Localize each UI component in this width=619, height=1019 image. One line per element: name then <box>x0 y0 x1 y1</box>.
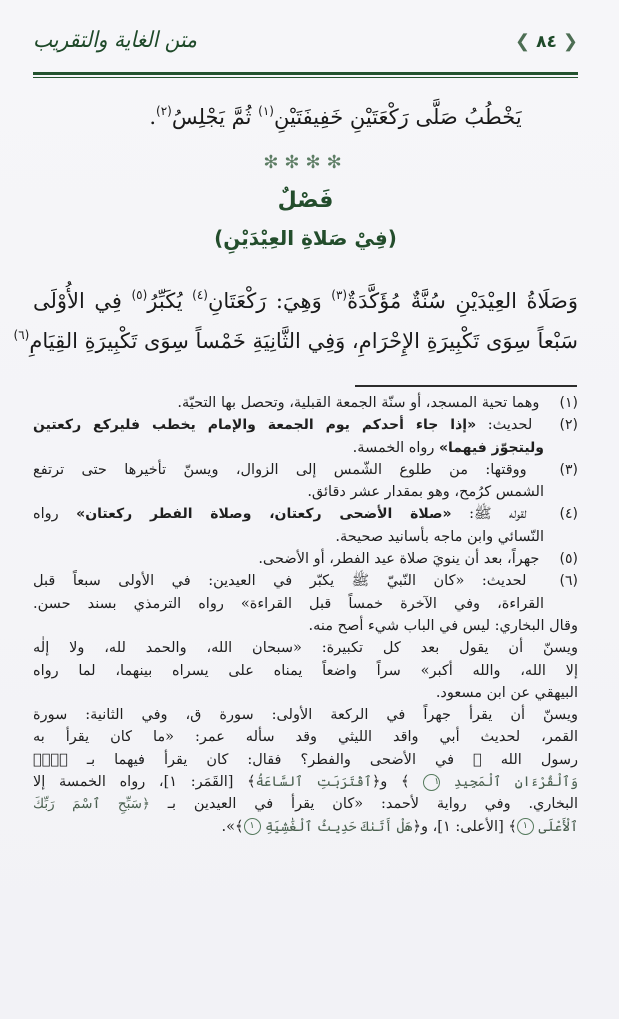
hadith-quote: «صلاة الأضحى ركعتان، وصلاة الفطر ركعتان» <box>76 506 452 523</box>
text-segment: يَخْطُبُ صَلَّى رَكْعَتَيْنِ خَفِيفَتَيْنِ <box>273 105 522 129</box>
text-segment: . <box>149 105 156 129</box>
footnote-3-cont <box>33 481 578 503</box>
header-rule-thick <box>33 72 578 75</box>
footnote-3 <box>33 459 578 481</box>
ayah-number-icon: ١ <box>423 774 440 791</box>
separator-stars-icon: ✻✻✻✻ <box>263 152 348 173</box>
footnote-text: الشمس كرُمح، وهو بمقدار عشر دقائق. <box>307 484 544 501</box>
footnote-text: ويسنّ أن يقرأ جهراً في الركعة الأولى: سورة ق، وفي الثانية: سورة <box>33 707 578 724</box>
footnote-6-line <box>33 660 578 682</box>
quran-verse: ٱقْتَرَبَتِ ٱلسَّاعَةُ <box>255 774 372 791</box>
footnote-6-quran-line <box>33 771 578 793</box>
section-title: فَصْلٌ <box>277 188 334 213</box>
text-segment: يُكَبِّرُ <box>147 289 193 313</box>
footnote-text: ﴾ و﴿ <box>371 774 424 791</box>
footnote-text: رواه <box>33 506 77 523</box>
footnote-6-quran-line <box>33 793 578 815</box>
text-segment: سَبْعاً سِوَى تَكْبِيرَةِ الإِحْرَامِ، وَفِي الثَّانِيَةِ خَمْساً سِوَى تَكْبِيرَةِ القِيَامِ <box>29 329 578 353</box>
ayah-number-icon: ١ <box>517 818 534 835</box>
header-rule-thin <box>33 77 578 78</box>
footnote-text: رسول الله ﷺ في الأضحى والفطر؟ فقال: كان يقرأ فيهما بـ ﴿قٓۚ <box>33 751 578 768</box>
footnotes <box>33 392 578 838</box>
footnote-text: القمر، لحديث أبي واقد الليثي وقد سأله عمر: «ما كان يقرأ به <box>33 729 578 746</box>
quran-verse: وَٱلْقُرْءَانِ ٱلْمَجِيدِ <box>453 774 578 791</box>
footnote-text: وقال البخاري: ليس في الباب شيء أصح منه. <box>308 617 578 634</box>
footnote-ref-3[interactable]: (٣) <box>331 288 348 302</box>
footnote-5 <box>33 548 578 570</box>
footnote-number: (١) <box>559 395 578 411</box>
paragraph-line-1 <box>33 278 578 318</box>
footnote-2 <box>33 414 578 436</box>
footnote-text: ﴾ [الأعلى: ١]، و﴿ <box>412 818 517 835</box>
footnote-text: إلا الله، والله أكبر» سراً واضعاً يمناه على يسراه بينهما، لما رواه <box>33 662 578 679</box>
footnote-6 <box>33 570 578 592</box>
main-text <box>33 94 578 134</box>
footnote-text: لحديث: «كان النّبيّ ﷺ يكبّر في العيدين: في الأولى سبعاً قبل <box>33 573 527 590</box>
footnote-2-cont <box>33 437 578 459</box>
text-segment: وَهِيَ: رَكْعَتَانِ <box>207 289 332 313</box>
footnote-ref-5[interactable]: (٥) <box>131 288 148 302</box>
footnote-text: البيهقي عن ابن مسعود. <box>435 684 578 701</box>
footnote-ref-1[interactable]: (١) <box>258 104 274 118</box>
ornament-left-icon: ❮ <box>515 31 531 52</box>
page-header <box>33 28 578 72</box>
footnote-6-line <box>33 682 578 704</box>
section-subtitle: (فِيْ صَلاةِ العِيْدَيْنِ) <box>214 226 397 250</box>
hadith-quote: وليتجوّز فيهما» <box>439 439 544 456</box>
footnote-text: النّسائي وابن ماجه بأسانيد صحيحة. <box>335 528 544 545</box>
footnote-text: لحديث: <box>476 417 533 434</box>
footnote-number: (٣) <box>559 461 579 478</box>
footnote-text: القراءة، وفي الآخرة خمساً قبل القراءة» رواه الترمذي بسند حسن. <box>33 595 544 612</box>
footnote-6-line <box>33 637 578 659</box>
page-number: ٨٤ <box>536 32 557 52</box>
footnote-6-line <box>33 704 578 726</box>
footnote-1 <box>33 392 578 414</box>
footnote-ref-4[interactable]: (٤) <box>192 288 208 302</box>
footnote-6-line <box>33 749 578 771</box>
footnote-text: لقوله ﷺ: <box>451 506 527 523</box>
text-segment: فِي الأُوْلَى <box>33 289 132 313</box>
footnote-text: رواه الخمسة. <box>352 439 439 456</box>
footnote-6-line <box>33 615 578 637</box>
footnote-text: ﴾». <box>221 818 244 835</box>
footnote-number: (٢) <box>559 417 578 434</box>
ayah-number-icon: ١ <box>244 818 261 835</box>
quran-verse: ٱلْأَعْلَى <box>538 818 578 835</box>
main-paragraph <box>13 278 579 358</box>
footnote-text: ويسنّ أن يقول بعد كل تكبيرة: «سبحان الله، والحمد لله، ولا إلٰه <box>33 640 578 657</box>
ornament-right-icon: ❯ <box>562 31 578 52</box>
continuation-line <box>33 94 578 134</box>
text-segment: ثُمَّ يَجْلِسُ <box>171 105 259 129</box>
footnote-text: جهراً، بعد أن ينويَ صلاة عيد الفطر، أو الأضحى. <box>258 551 540 568</box>
footnote-text: ﴾ [القَمَر: ١]، رواه الخمسة إلا <box>33 774 256 791</box>
footnote-ref-6[interactable]: (٦) <box>13 328 30 342</box>
footnote-number: (٤) <box>559 506 578 523</box>
footnote-4-cont <box>33 526 578 548</box>
footnote-text: ووقتها: من طلوع الشّمس إلى الزوال، ويسنّ تأخيرها حتى ترتفع <box>33 461 527 478</box>
footnote-6-line <box>33 726 578 748</box>
footnote-4 <box>33 503 578 525</box>
footnote-text: وهما تحية المسجد، أو سنّة الجمعة القبلية، وتحصل بها التحيّة. <box>177 395 540 411</box>
text-segment: وَصَلَاةُ العِيْدَيْنِ سُنَّةٌ مُؤَكَّدَةٌ <box>347 289 579 313</box>
hadith-quote: «إذا جاء أحدكم يوم الجمعة والإمام يخطب فليركع ركعتين <box>33 417 477 434</box>
footnote-text: البخاري. وفي رواية لأحمد: «كان يقرأ في العيدين بـ <box>149 796 578 813</box>
quran-verse: ﴿سَبِّحِ ٱسْمَ رَبِّكَ <box>33 796 150 813</box>
footnote-separator <box>355 385 577 387</box>
quran-verse: هَلْ أَتَىٰكَ حَدِيثُ ٱلْغَٰشِيَةِ <box>265 818 413 835</box>
page-number-block <box>515 32 578 52</box>
footnote-6-line <box>33 593 578 615</box>
footnote-6-quran-line <box>33 816 578 838</box>
footnote-number: (٥) <box>559 551 578 568</box>
running-title: متن الغاية والتقريب <box>33 28 198 53</box>
paragraph-line-2 <box>13 318 578 358</box>
footnote-ref-2[interactable]: (٢) <box>156 104 172 118</box>
footnote-number: (٦) <box>559 573 579 590</box>
